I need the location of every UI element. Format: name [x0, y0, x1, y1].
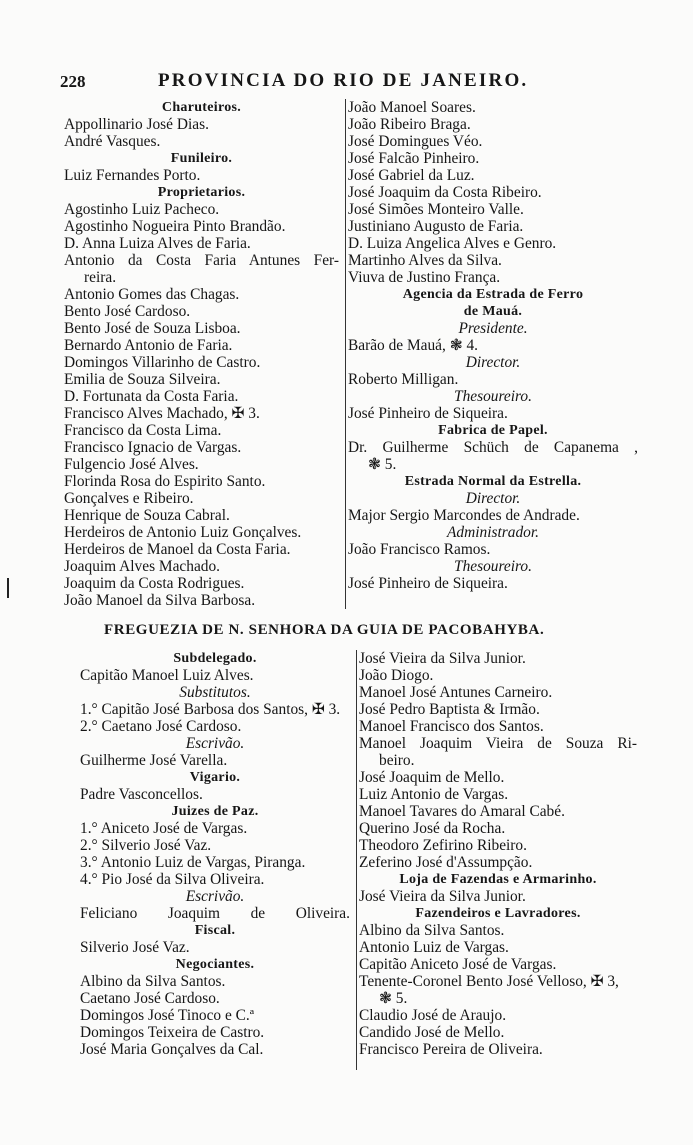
- entry: Joaquim da Costa Rodrigues.: [64, 575, 245, 592]
- entry: Antonio da Costa Faria Antunes Fer-: [64, 252, 339, 269]
- entry: Fulgencio José Alves.: [64, 456, 199, 473]
- role-heading: Thesoureiro.: [454, 558, 532, 575]
- top-left-column: [64, 99, 339, 609]
- entry: Caetano José Cardoso.: [80, 990, 220, 1007]
- section-heading: Loja de Fazendas e Armarinho.: [399, 872, 597, 887]
- entry: Capitão Aniceto José de Vargas.: [359, 956, 557, 973]
- section-heading: Agencia da Estrada de Ferro: [402, 287, 584, 302]
- entry: André Vasques.: [64, 133, 161, 150]
- entry: Major Sergio Marcondes de Andrade.: [348, 507, 580, 524]
- entry-continuation: ❃ 5.: [368, 456, 397, 473]
- entry: José Falcão Pinheiro.: [348, 150, 480, 167]
- entry: Agostinho Nogueira Pinto Brandão.: [64, 218, 286, 235]
- page-title: PROVINCIA DO RIO DE JANEIRO.: [158, 70, 529, 91]
- role-heading: Administrador.: [447, 524, 539, 541]
- section-heading: Funileiro.: [170, 151, 233, 166]
- section-heading: Fiscal.: [194, 923, 236, 938]
- section-heading: Estrada Normal da Estrella.: [404, 474, 582, 489]
- bottom-left-column: [80, 650, 350, 1058]
- entry: Querino José da Rocha.: [359, 820, 506, 837]
- role-heading: Thesoureiro.: [454, 388, 532, 405]
- entry: Manoel Joaquim Vieira de Souza Ri-: [359, 735, 637, 752]
- entry: Manoel Francisco dos Santos.: [359, 718, 544, 735]
- entry: João Manoel Soares.: [348, 99, 476, 116]
- entry: João Francisco Ramos.: [348, 541, 491, 558]
- entry: 1.° Aniceto José de Vargas.: [80, 820, 248, 837]
- entry: Domingos José Tinoco e C.ª: [80, 1007, 254, 1024]
- column-divider: [345, 99, 346, 609]
- entry: Manoel Tavares do Amaral Cabé.: [359, 803, 565, 820]
- entry: D. Luiza Angelica Alves e Genro.: [348, 235, 557, 252]
- entry: Roberto Milligan.: [348, 371, 459, 388]
- entry: Luiz Fernandes Porto.: [64, 167, 201, 184]
- section-heading: Fabrica de Papel.: [438, 423, 548, 438]
- section-title: FREGUEZIA DE N. SENHORA DA GUIA DE PACOBAHYBA.: [104, 622, 545, 638]
- bottom-right-column: [359, 650, 637, 1058]
- section-heading: Juizes de Paz.: [171, 804, 259, 819]
- entry: Zeferino José d'Assumpção.: [359, 854, 533, 871]
- entry: Bento José Cardoso.: [64, 303, 191, 320]
- entry: 1.° Capitão José Barbosa dos Santos, ✠ 3.: [80, 701, 341, 718]
- entry-continuation: ❃ 5.: [379, 990, 408, 1007]
- entry: José Vieira da Silva Junior.: [359, 650, 526, 667]
- entry: José Maria Gonçalves da Cal.: [80, 1041, 264, 1058]
- entry: José Vieira da Silva Junior.: [359, 888, 526, 905]
- entry: Francisco Pereira de Oliveira.: [359, 1041, 543, 1058]
- entry: Manoel José Antunes Carneiro.: [359, 684, 553, 701]
- entry: Francisco da Costa Lima.: [64, 422, 222, 439]
- entry: João Diogo.: [359, 667, 434, 684]
- role-heading: Substitutos.: [179, 684, 251, 701]
- entry: Padre Vasconcellos.: [80, 786, 203, 803]
- entry: Bernardo Antonio de Faria.: [64, 337, 233, 354]
- entry: Antonio Luiz de Vargas.: [359, 939, 509, 956]
- role-heading: Director.: [465, 354, 521, 371]
- entry: José Pinheiro de Siqueira.: [348, 405, 508, 422]
- section-heading: Vigario.: [189, 770, 241, 785]
- entry: Albino da Silva Santos.: [80, 973, 226, 990]
- margin-mark: [7, 578, 9, 598]
- entry: José Pedro Baptista & Irmão.: [359, 701, 540, 718]
- role-heading: Escrivão.: [185, 888, 245, 905]
- entry: Henrique de Souza Cabral.: [64, 507, 230, 524]
- entry: José Gabriel da Luz.: [348, 167, 475, 184]
- entry: D. Fortunata da Costa Faria.: [64, 388, 239, 405]
- entry: Viuva de Justino França.: [348, 269, 501, 286]
- entry-continuation: reira.: [84, 269, 117, 286]
- entry: Francisco Alves Machado, ✠ 3.: [64, 405, 260, 422]
- entry: Theodoro Zefirino Ribeiro.: [359, 837, 527, 854]
- page-number: 228: [60, 72, 86, 91]
- section-heading: Subdelegado.: [173, 651, 257, 666]
- entry: José Simões Monteiro Valle.: [348, 201, 524, 218]
- entry: José Domingues Véo.: [348, 133, 483, 150]
- entry: Gonçalves e Ribeiro.: [64, 490, 194, 507]
- entry: Antonio Gomes das Chagas.: [64, 286, 240, 303]
- entry: Florinda Rosa do Espirito Santo.: [64, 473, 266, 490]
- entry: Domingos Villarinho de Castro.: [64, 354, 261, 371]
- top-right-column: [348, 99, 638, 592]
- entry: Silverio José Vaz.: [80, 939, 190, 956]
- entry: João Manoel da Silva Barbosa.: [64, 592, 256, 609]
- entry: 4.° Pio José da Silva Oliveira.: [80, 871, 265, 888]
- entry: Guilherme José Varella.: [80, 752, 228, 769]
- entry: Francisco Ignacio de Vargas.: [64, 439, 242, 456]
- entry: José Pinheiro de Siqueira.: [348, 575, 508, 592]
- column-divider: [356, 650, 357, 1070]
- entry: 2.° Silverio José Vaz.: [80, 837, 212, 854]
- section-heading: Charuteiros.: [161, 100, 242, 115]
- entry: Dr. Guilherme Schüch de Capanema ,: [348, 439, 638, 456]
- entry: Candido José de Mello.: [359, 1024, 505, 1041]
- entry: Herdeiros de Manoel da Costa Faria.: [64, 541, 291, 558]
- entry: Agostinho Luiz Pacheco.: [64, 201, 220, 218]
- entry: Capitão Manoel Luiz Alves.: [80, 667, 254, 684]
- entry: Domingos Teixeira de Castro.: [80, 1024, 265, 1041]
- entry: Appollinario José Dias.: [64, 116, 209, 133]
- entry: 3.° Antonio Luiz de Vargas, Piranga.: [80, 854, 306, 871]
- entry: 2.° Caetano José Cardoso.: [80, 718, 242, 735]
- entry: Luiz Antonio de Vargas.: [359, 786, 509, 803]
- section-heading: de Mauá.: [463, 304, 523, 319]
- section-heading: Negociantes.: [175, 957, 255, 972]
- entry: Tenente-Coronel Bento José Velloso, ✠ 3,: [359, 973, 619, 990]
- section-heading: Fazendeiros e Lavradores.: [415, 906, 581, 921]
- entry: Herdeiros de Antonio Luiz Gonçalves.: [64, 524, 302, 541]
- entry: D. Anna Luiza Alves de Faria.: [64, 235, 251, 252]
- entry: Martinho Alves da Silva.: [348, 252, 502, 269]
- role-heading: Director.: [465, 490, 521, 507]
- entry: Bento José de Souza Lisboa.: [64, 320, 241, 337]
- section-heading: Proprietarios.: [157, 185, 246, 200]
- entry: Albino da Silva Santos.: [359, 922, 505, 939]
- entry: José Joaquim da Costa Ribeiro.: [348, 184, 542, 201]
- entry-continuation: beiro.: [379, 752, 415, 769]
- role-heading: Presidente.: [458, 320, 528, 337]
- entry: Claudio José de Araujo.: [359, 1007, 507, 1024]
- entry: Justiniano Augusto de Faria.: [348, 218, 524, 235]
- entry: João Ribeiro Braga.: [348, 116, 471, 133]
- entry: José Joaquim de Mello.: [359, 769, 505, 786]
- role-heading: Escrivão.: [185, 735, 245, 752]
- entry: Emilia de Souza Silveira.: [64, 371, 221, 388]
- entry: Joaquim Alves Machado.: [64, 558, 221, 575]
- entry: Barão de Mauá, ❃ 4.: [348, 337, 478, 354]
- entry: Feliciano Joaquim de Oliveira.: [80, 905, 350, 922]
